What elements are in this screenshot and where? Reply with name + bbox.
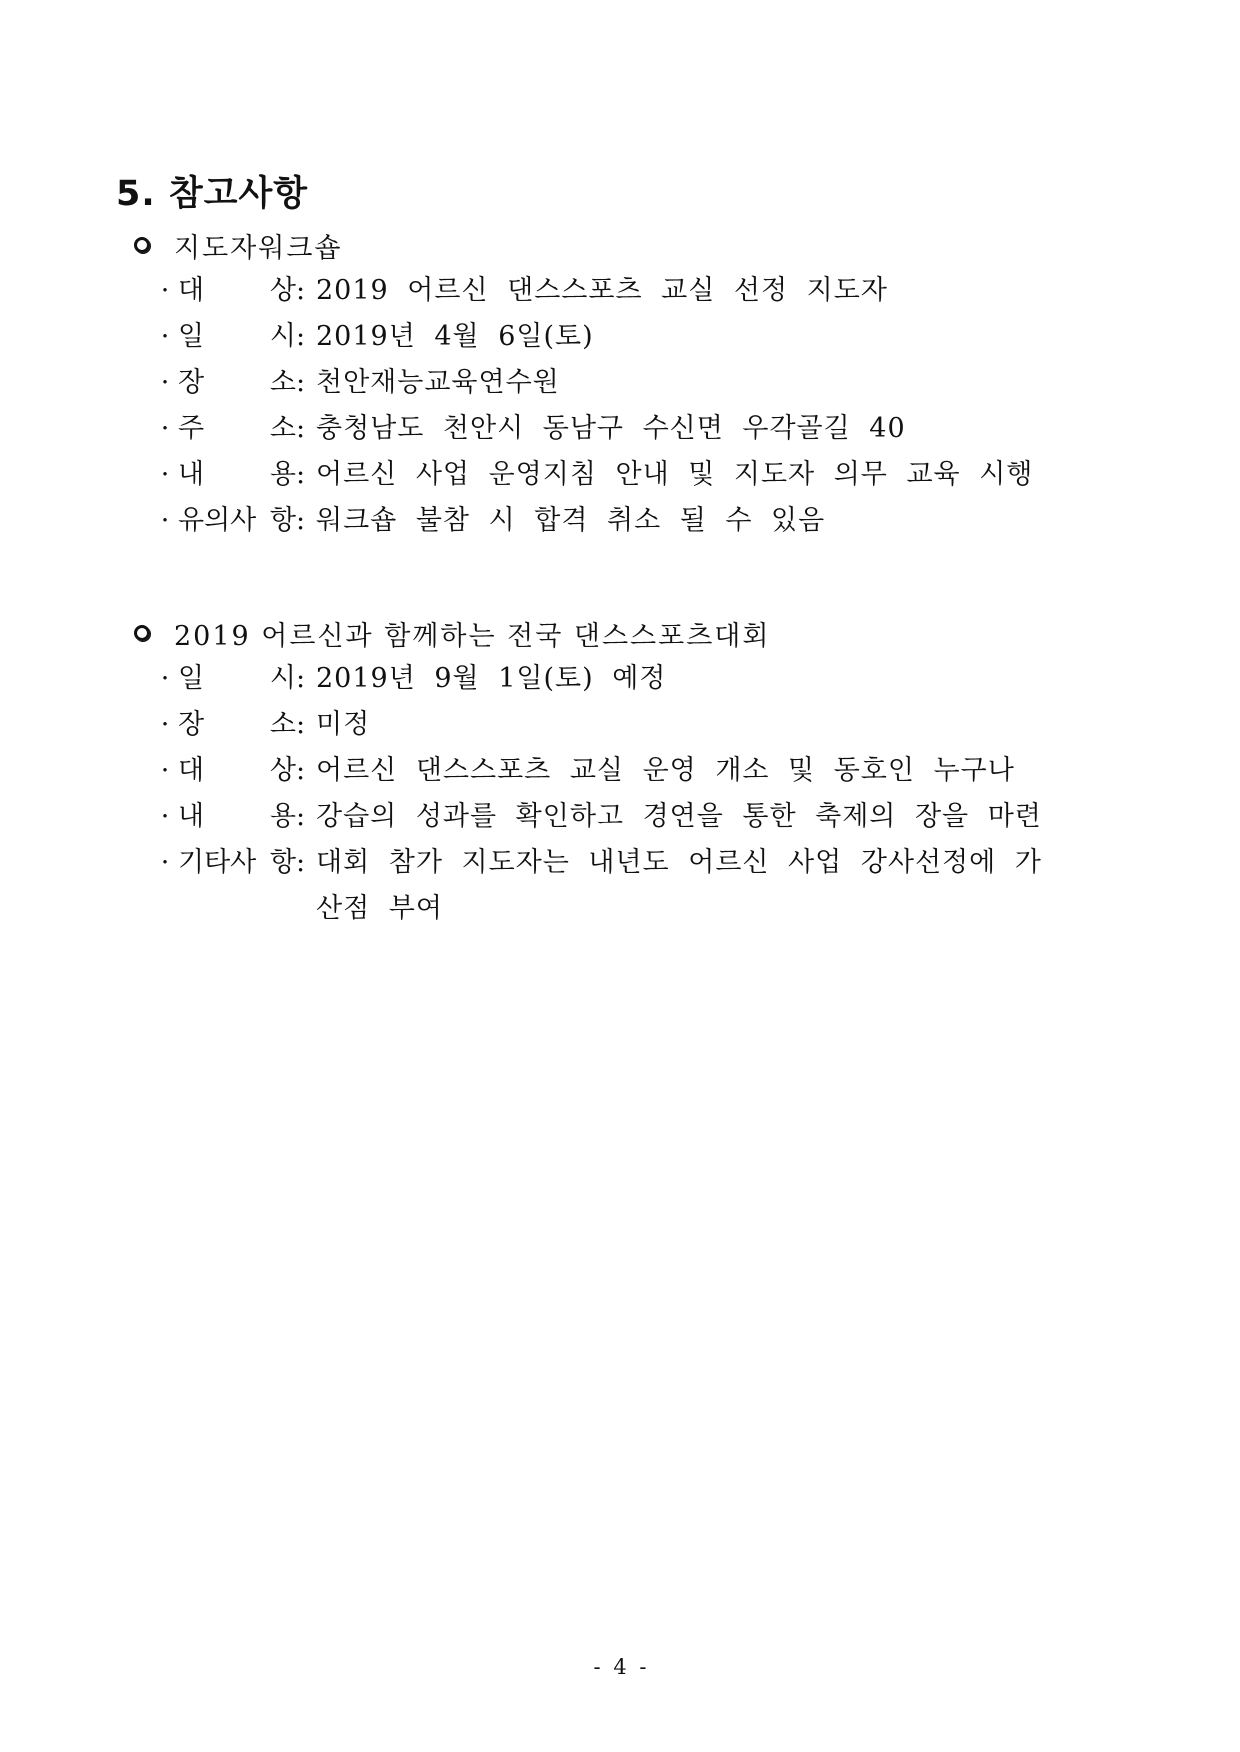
item-label: 일 시 [178, 321, 296, 352]
item-label: 주 소 [178, 413, 296, 444]
colon: : [296, 275, 306, 306]
item-label: 일 시 [178, 663, 296, 694]
item-label: 대 상 [178, 275, 296, 306]
colon: : [296, 755, 306, 786]
list-item [156, 498, 1134, 544]
middle-dot-icon: · [160, 413, 170, 444]
middle-dot-icon: · [160, 663, 170, 694]
item-value: 워크숍 불참 시 합격 취소 될 수 있음 [316, 505, 826, 536]
colon: : [296, 367, 306, 398]
middle-dot-icon: · [160, 275, 170, 306]
list-item [156, 314, 1134, 360]
item-label: 기타사 항 [178, 847, 296, 878]
item-label: 장 소 [178, 709, 296, 740]
workshop-section [134, 222, 1134, 544]
list-item [156, 840, 1134, 932]
list-item [156, 748, 1134, 794]
competition-section [134, 610, 1134, 932]
item-value: 2019년 4월 6일(토) [316, 321, 594, 352]
item-value: 2019 어르신 댄스스포츠 교실 선정 지도자 [316, 275, 888, 306]
item-value: 천안재능교육연수원 [316, 367, 560, 398]
middle-dot-icon: · [160, 755, 170, 786]
colon: : [296, 413, 306, 444]
hollow-circle-icon [134, 237, 150, 253]
colon: : [296, 709, 306, 740]
colon: : [296, 505, 306, 536]
workshop-heading-text: 지도자워크숍 [174, 232, 343, 264]
item-label: 대 상 [178, 755, 296, 786]
item-value: 강습의 성과를 확인하고 경연을 통한 축제의 장을 마련 [316, 801, 1042, 832]
item-value: 어르신 댄스스포츠 교실 운영 개소 및 동호인 누구나 [316, 755, 1015, 786]
item-label: 장 소 [178, 367, 296, 398]
middle-dot-icon: · [160, 321, 170, 352]
item-value: 대회 참가 지도자는 내년도 어르신 사업 강사선정에 가 산점 부여 [316, 847, 1042, 924]
middle-dot-icon: · [160, 847, 170, 878]
list-item [156, 794, 1134, 840]
item-value: 2019년 9월 1일(토) 예정 [316, 663, 667, 694]
list-item [156, 702, 1134, 748]
item-value: 어르신 사업 운영지침 안내 및 지도자 의무 교육 시행 [316, 459, 1034, 490]
list-item [156, 406, 1134, 452]
list-item [156, 268, 1134, 314]
colon: : [296, 663, 306, 694]
item-label: 내 용 [178, 459, 296, 490]
colon: : [296, 321, 306, 352]
item-label: 유의사 항 [178, 505, 296, 536]
item-value: 미정 [316, 709, 371, 740]
workshop-heading [134, 222, 1134, 268]
list-item [156, 656, 1134, 702]
colon: : [296, 847, 306, 878]
middle-dot-icon: · [160, 505, 170, 536]
colon: : [296, 459, 306, 490]
section-title: 5. 참고사항 [116, 174, 309, 214]
colon: : [296, 801, 306, 832]
competition-heading [134, 610, 1134, 656]
page-number: - 4 - [593, 1655, 647, 1679]
item-label: 내 용 [178, 801, 296, 832]
item-value: 충청남도 천안시 동남구 수신면 우각골길 40 [316, 413, 906, 444]
list-item [156, 452, 1134, 498]
competition-heading-text: 2019 어르신과 함께하는 전국 댄스스포츠대회 [174, 620, 771, 652]
middle-dot-icon: · [160, 367, 170, 398]
middle-dot-icon: · [160, 801, 170, 832]
middle-dot-icon: · [160, 709, 170, 740]
list-item [156, 360, 1134, 406]
middle-dot-icon: · [160, 459, 170, 490]
hollow-circle-icon [134, 625, 150, 641]
